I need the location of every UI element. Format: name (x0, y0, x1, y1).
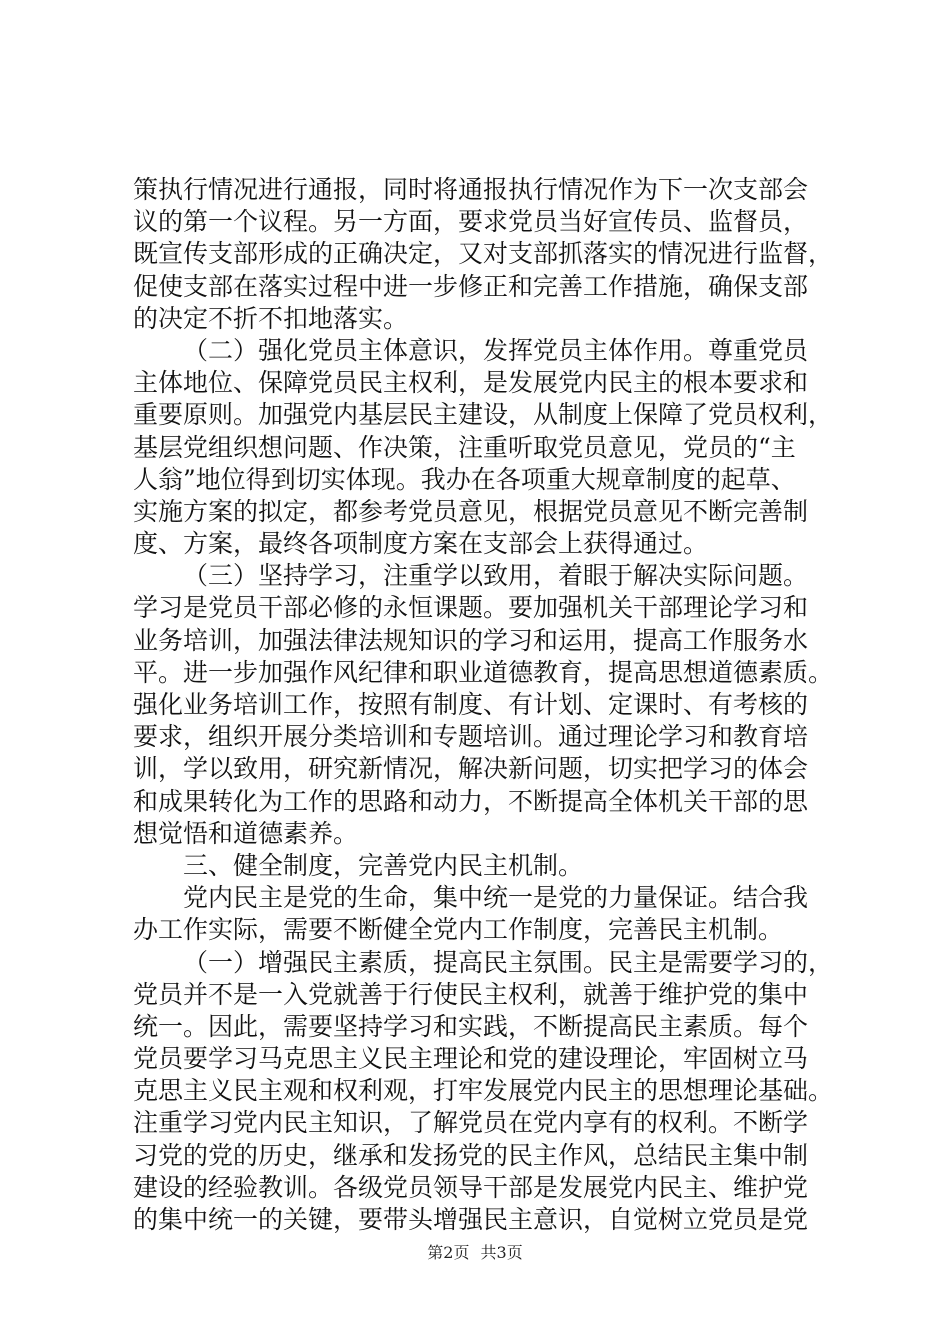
body-text-line: 度、方案，最终各项制度方案在支部会上获得通过。 (133, 529, 709, 559)
body-text-line: 党内民主是党的生命，集中统一是党的力量保证。结合我 (183, 883, 809, 913)
body-text-line: 和成果转化为工作的思路和动力，不断提高全体机关干部的思 (133, 786, 809, 816)
body-text-line: 的决定不折不扣地落实。 (133, 303, 409, 333)
body-text-line: 想觉悟和道德素养。 (133, 818, 359, 848)
page-footer (0, 1243, 950, 1263)
body-text-line: 党员并不是一入党就善于行使民主权利，就善于维护党的集中 (133, 979, 809, 1009)
body-text-line: 强化业务培训工作，按照有制度、有计划、定课时、有考核的 (133, 690, 809, 719)
body-text-line: 学习是党员干部必修的永恒课题。要加强机关干部理论学习和 (133, 593, 809, 623)
body-text-line: 要求，组织开展分类培训和专题培训。通过理论学习和教育培 (133, 722, 809, 752)
body-text-line: 策执行情况进行通报，同时将通报执行情况作为下一次支部会 (133, 175, 809, 204)
body-text-line: 党员要学习马克思主义民主理论和党的建设理论，牢固树立马 (133, 1044, 809, 1074)
body-text-line: 训，学以致用，研究新情况，解决新问题，切实把学习的体会 (133, 754, 809, 784)
body-text-line: 实施方案的拟定，都参考党员意见，根据党员意见不断完善制 (133, 496, 809, 526)
body-text-line: 平。进一步加强作风纪律和职业道德教育，提高思想道德素质。 (133, 657, 833, 687)
body-text-line: 促使支部在落实过程中进一步修正和完善工作措施，确保支部 (133, 271, 809, 301)
body-text-line: （二）强化党员主体意识，发挥党员主体作用。尊重党员 (183, 335, 809, 365)
body-text-line: 基层党组织想问题、作决策，注重听取党员意见，党员的“主 (133, 432, 796, 462)
body-text-line: 克思主义民主观和权利观，打牢发展党内民主的思想理论基础。 (133, 1076, 833, 1106)
document-body (133, 174, 833, 1236)
body-text-line: 业务培训，加强法律法规知识的学习和运用，提高工作服务水 (133, 625, 809, 655)
body-text-line: 办工作实际，需要不断健全党内工作制度，完善民主机制。 (133, 915, 784, 945)
body-text-line: 的集中统一的关键，要带头增强民主意识，自觉树立党员是党 (133, 1205, 809, 1234)
body-text-line: 议的第一个议程。另一方面，要求党员当好宣传员、监督员， (133, 207, 809, 237)
body-text-line: （三）坚持学习，注重学以致用，着眼于解决实际问题。 (183, 561, 809, 591)
page-total: 共3页 (480, 1243, 523, 1262)
body-text-line: 统一。因此，需要坚持学习和实践，不断提高民主素质。每个 (133, 1011, 809, 1041)
body-text-line: （一）增强民主素质，提高民主氛围。民主是需要学习的， (183, 947, 833, 977)
body-text-line: 注重学习党内民主知识，了解党员在党内享有的权利。不断学 (133, 1108, 809, 1138)
body-text-line: 人翁”地位得到切实体现。我办在各项重大规章制度的起草、 (133, 464, 796, 494)
body-text-line: 主体地位、保障党员民主权利，是发展党内民主的根本要求和 (133, 368, 809, 398)
page-number: 第2页 (427, 1243, 470, 1262)
body-text-line: 重要原则。加强党内基层民主建设，从制度上保障了党员权利， (133, 400, 833, 430)
body-text-line: 既宣传支部形成的正确决定，又对支部抓落实的情况进行监督， (133, 239, 833, 269)
body-text-line: 习党的党的历史，继承和发扬党的民主作风，总结民主集中制 (133, 1140, 809, 1170)
body-text-line: 建设的经验教训。各级党员领导干部是发展党内民主、维护党 (133, 1172, 809, 1202)
body-text-line: 三、健全制度，完善党内民主机制。 (183, 850, 584, 880)
